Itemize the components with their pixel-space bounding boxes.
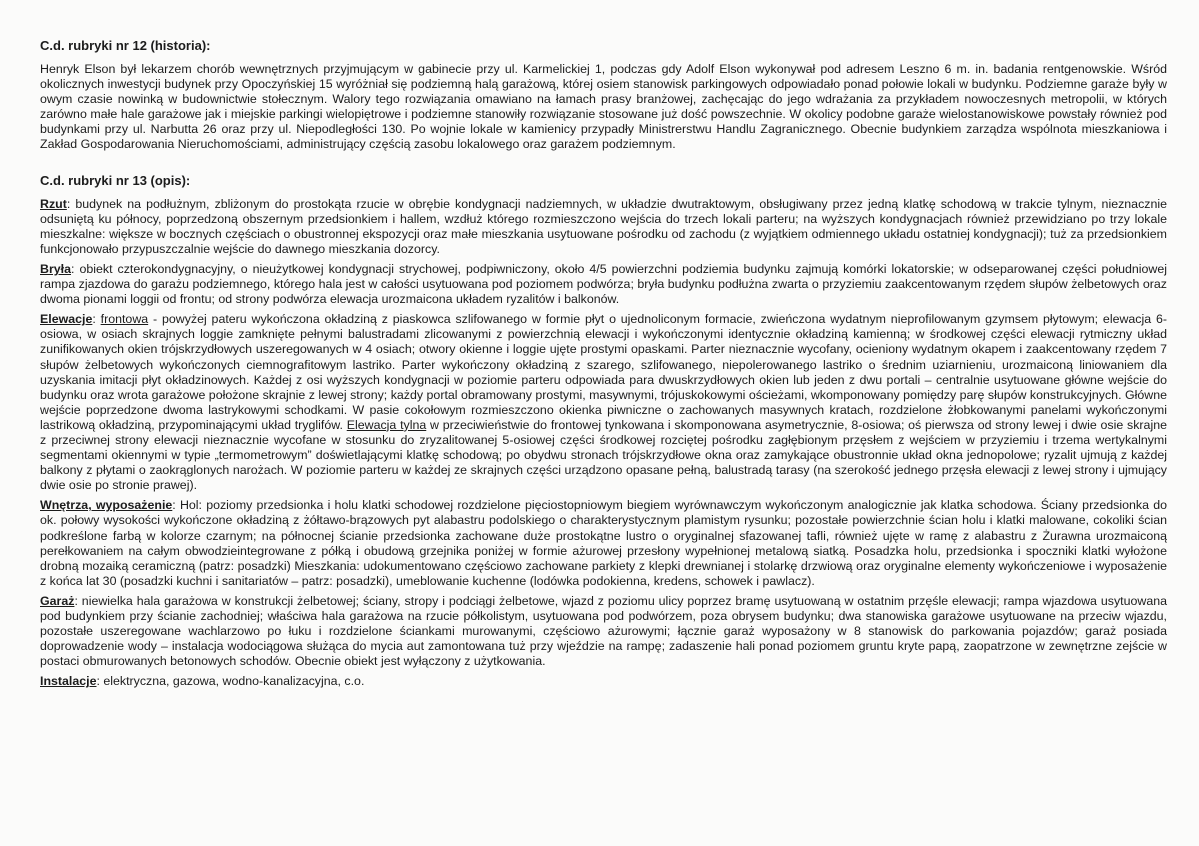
paragraph-garaz — [40, 594, 1167, 669]
text-garaz: : niewielka hala garażowa w konstrukcji żelbetowej; ściany, stropy i podciągi żelbetowe, wjazd z poziomu ulicy poprzez bramę usytuowaną w ostatnim przęśle elewacji; rampa wjazdowa usytuowana pod budynkiem przy ścianie zachodniej; właściwa hala garażowa na rzucie półkolistym, usytuowana pod podwórzem, poza obrysem budynku; dwa stanowiska garażowe usytuowane na przeciw wjazdu, pozostałe uszeregowane wachlarzowo po łuku i rozdzielone ściankami murowanymi, częściowo ażurowymi; łącznie garaż wyposażony w 8 stanowisk do parkowania pojazdów; garaż posiada doprowadzenie wody – instalacja wodociągowa służąca do mycia aut zamontowana tuż przy wjeździe na rampę; zadaszenie hali ponad poziomem gruntu kryte papą, zaopatrzone w zewnętrzne zejście w postaci obmurowanych betonowych schodów. Obecnie obiekt jest wyłączony z użytkowania. — [40, 593, 1167, 669]
paragraph-instalacje — [40, 674, 1167, 689]
section-description-heading: C.d. rubryki nr 13 (opis): — [40, 172, 191, 188]
paragraph-rzut — [40, 197, 1167, 257]
label-rzut: Rzut — [40, 196, 67, 211]
text-elewacje-front: - powyżej pateru wykończona okładziną z piaskowca szlifowanego w formie płyt o ujednoliconym formacie, zwieńczona wydatnym nieprofilowanym gzymsem płytowym; elewacja 6-osiowa, w osiach skrajnych loggie zamknięte pełnymi balustradami zlicowanymi z powierzchnią elewacji i wykończonymi identycznie okładziną kamienną; w środkowej części elewacji rytmiczny układ zunifikowanych okien trójskrzydłowych uszeregowanych w 4 osiach; otwory okienne i loggie ujęte prostymi opaskami. Parter nieznacznie wycofany, ocieniony wydatnym okapem i zaakcentowany rzędem 7 słupów żelbetowych wykończonych ciemnografitowym lastriko. Parter wykończony okładziną z szarego, szlifowanego, niepolerowanego lastriko o średnim uziarnieniu, urozmaiconą liniowaniem dla uzyskania imitacji płyt okładzinowych. Każdej z osi wyższych kondygnacji w poziomie parteru odpowiada para dwuskrzydłowych okien lub jeden z dwu portali – centralnie usytuowane główne wejście do budynku oraz wrota garażowe położone skrajnie z lewej strony; każdy portal obramowany prostymi, masywnymi, trójuskokowymi ościeżami, wkomponowany pomiędzy parę słupów konstrukcyjnych. Główne wejście poprzedzone dwoma lastrykowymi schodkami. W pasie cokołowym rozmieszczono okienka piwniczne o zachowanych masywnych kratach, rozdzielone żłobkowanymi panelami wykończonymi lastrikową okładziną, przypominającymi układ tryglifów. — [40, 312, 1167, 432]
label-elewacje: Elewacje — [40, 312, 93, 327]
paragraph-elewacje — [40, 312, 1167, 493]
text-rzut: : budynek na podłużnym, zbliżonym do prostokąta rzucie w obrębie kondygnacji nadziemnych, w układzie dwutraktowym, obsługiwany przez jedną klatkę schodową w trakcie tylnym, nieznacznie odsuniętą ku północy, poprzedzoną obszernym przedsionkiem i hallem, wzdłuż którego rozmieszczono wejścia do trzech lokali parteru; na wyższych kondygnacjach również przewidziano po trzy lokale mieszkalne: większe w bocznych częściach o obustronnej ekspozycji oraz małe mieszkania usytuowane pośrodku od zachodu (z wyjątkiem odmiennego układu ostatniej kondygnacji); tuż za przedsionkiem funkcjonowało przypuszczalnie wejście do dawnego mieszkania dozorcy. — [40, 196, 1167, 256]
text-instalacje: : elektryczna, gazowa, wodno-kanalizacyjna, c.o. — [96, 674, 365, 689]
label-bryla: Bryła — [40, 261, 71, 276]
text-bryla: : obiekt czterokondygnacyjny, o nieużytkowej kondygnacji strychowej, podpiwniczony, około 4/5 powierzchni podziemia budynku zajmują komórki lokatorskie; w odseparowanej części południowej rampa zjazdowa do garażu podziemnego, którego hala jest w całości usytuowana pod poziomem podwórza; bryła budynku podłużna zwarta o przyziemiu zaakcentowanym rzędem słupów żelbetowych oraz dwoma pionami loggii od frontu; od strony podwórza elewacja urozmaicona układem ryzalitów i balkonów. — [40, 261, 1167, 307]
section-history — [40, 38, 1167, 153]
label-wnetrza: Wnętrza, wyposażenie — [40, 498, 173, 513]
label-instalacje: Instalacje — [40, 674, 97, 689]
document-page — [40, 38, 1167, 709]
section-history-heading: C.d. rubryki nr 12 (historia): — [40, 38, 211, 53]
label-garaz: Garaż — [40, 593, 75, 608]
text-wnetrza: : Hol: poziomy przedsionka i holu klatki schodowej rozdzielone pięciostopniowym biegiem wyrównawczym wykończonym analogicznie jak klatka schodowa. Ściany przedsionka do ok. połowy wysokości wykończone okładziną z żółtawo-brązowych pyt alabastru podolskiego o charakterystycznym plamistym rysunku; pozostałe powierzchnie ścian holu i klatki malowane, cokoliki ścian podkreślone farbą w kolorze czarnym; na północnej ścianie przedsionka zachowane duże prostokątne lustro o oryginalnej sfazowanej tafli, również ujęte w ramę z alabastru z Żurawna urozmaiconą perełkowaniem na całym obwodzieintegrowane z półką i obudową grzejnika poniżej w formie ażurowej przesłony wypełnionej metalową siatką. Posadzka holu, przedsionka i spoczniki klatki wyłożone drobną mozaiką ceramiczną (patrz: posadzki) Mieszkania: udokumentowano częściowo zachowane parkiety z klepki drewnianej i stolarkę drzwiową oraz oryginalne elementy wykończeniowe i wyposażenie z końca lat 30 (posadzki kuchni i sanitariatów – patrz: posadzki), umeblowanie kuchenne (lodówka podokienna, kredens, schowek i pawlacz). — [40, 498, 1167, 588]
text-elewacje-rear: w przeciwieństwie do frontowej tynkowana i skomponowana asymetrycznie, 8-osiowa; oś pierwsza od strony lewej i dwie osie skrajne z przeciwnej strony elewacji nieznacznie wycofane w stosunku do zryzalitowanej 5-osiowej części środkowej rozciętej pośrodku zagłębionym przęsłem z wejściem w przyziemiu i trzema wertykalnymi segmentami okiennymi w typie „termometrowym” doświetlającymi klatkę schodową; po obydwu stronach trójskrzydłowe okna oraz zamykające obustronnie układ okna jednopolowe; ryzalit ujmują z każdej balkony z płytami o zaokrąglonych narożach. W poziomie parteru w każdej ze skrajnych części urządzono opasane pełną, balustradą tarasy (na szerokość jednego przęsła elewacji z lewej strony i ujmujący dwie osie po stronie prawej). — [40, 417, 1167, 493]
label-elewacja-tylna: Elewacja tylna — [346, 417, 427, 432]
elewacje-colon: : — [92, 312, 101, 327]
paragraph-bryla — [40, 262, 1167, 307]
section-history-text: Henryk Elson był lekarzem chorób wewnętrznych przyjmującym w gabinecie przy ul. Karmelickiej 1, podczas gdy Adolf Elson wykonywał pod adresem Leszno 6 m. in. badania rentgenowskie. Wśród okolicznych inwestycji budynek przy Opoczyńskiej 15 wyróżniał się podziemną halą garażową, której osiem stanowisk parkingowych odpowiadało ponad połowie lokali w budynku. Podziemne garaże były w owym czasie nowinką w budownictwie stołecznym. Walory tego rozwiązania omawiano na łamach prasy branżowej, zachęcając do jego wdrażania za przykładem nowoczesnych metropolii, w których zarówno małe hale garażowe jak i miejskie parkingi wielopiętrowe i podziemne stanowiły rozwiązanie stosowane już dość powszechnie. W okolicy podobne garaże wielostanowiskowe powstały również pod budynkami przy ul. Narbutta 26 oraz przy ul. Niepodległości 130. Po wojnie lokale w kamienicy przypadły Ministrerstwu Handlu Zagranicznego. Obecnie budynkiem zarządza wspólnota mieszkaniowa i Zakład Gospodarowania Nieruchomościami, administrujący częścią zasobu lokalowego oraz garażem podziemnym. — [40, 62, 1167, 152]
section-description — [40, 173, 1167, 690]
paragraph-wnetrza — [40, 498, 1167, 589]
label-frontowa: frontowa — [100, 312, 149, 327]
